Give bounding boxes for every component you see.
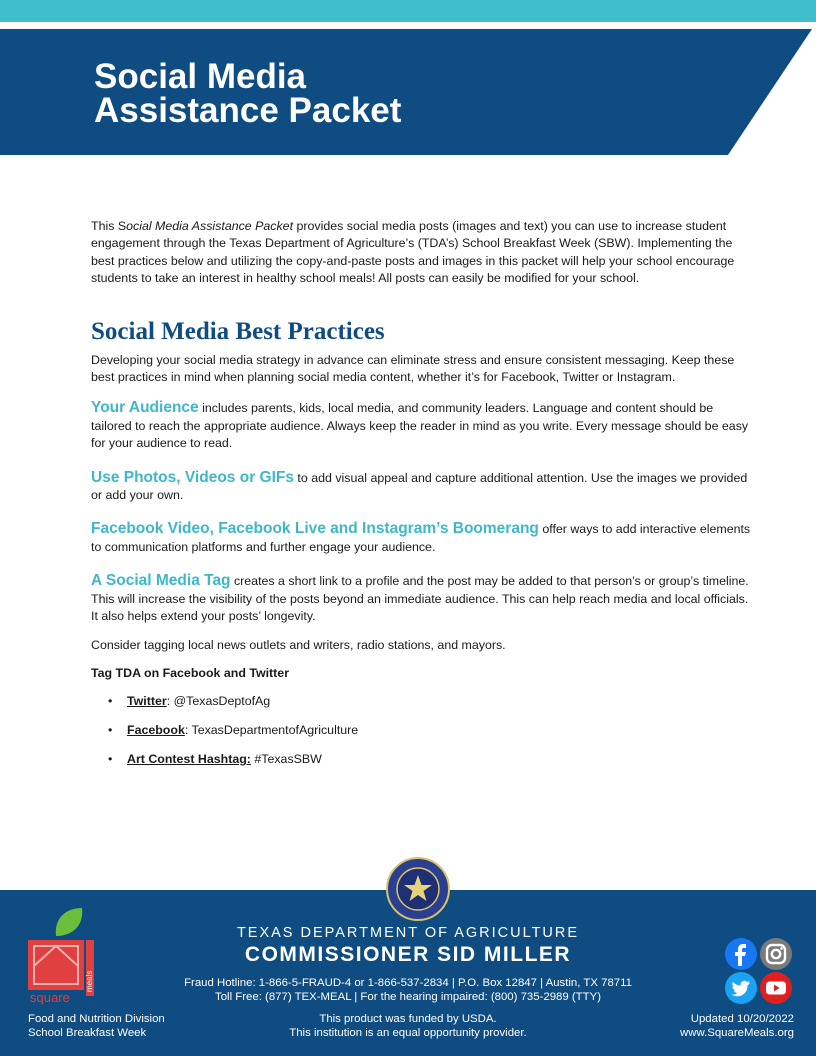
best-practices-lead: Developing your social media strategy in advance can eliminate stress and ensure consistent messaging. Keep these best practices in mind when planning social media content, whether it’s for Facebook, Twitter or Instagram. [91,352,735,385]
website-link[interactable]: www.SquareMeals.org [680,1027,794,1039]
instagram-icon[interactable] [760,938,792,970]
list-item: • Art Contest Hashtag: #TexasSBW [108,752,322,767]
update-info: Updated 10/20/2022 www.SquareMeals.org [680,1013,794,1039]
practice-photos: Use Photos, Videos or GIFs to add visual appeal and capture additional attention. Use the images we provided or add your own. [91,468,748,503]
youtube-icon[interactable] [760,972,792,1004]
practice-audience: Your Audience includes parents, kids, local media, and community leaders. Language and content should be tailored to reach the appropriate audience. Always keep the reader in mind as you write. Every message should be easy for your audience to read. [91,399,749,451]
page-title: Social Media Assistance Packet [94,57,402,130]
list-item: • Twitter: @TexasDeptofAg [108,694,271,709]
tda-seal-icon [386,857,450,921]
division-info: Food and Nutrition Division School Breakfast Week [28,1013,165,1039]
tag-heading: Tag TDA on Facebook and Twitter [91,665,290,680]
usda-notice: This product was funded by USDA. This institution is an equal opportunity provider. [289,1013,527,1039]
intro-paragraph: This Social Media Assistance Packet provides social media posts (images and text) you can use to increase student engagement through the Texas Department of Agriculture’s (TDA’s) School Breakfast Week (SBW). Implementing the best practices below and utilizing the copy-and-paste posts and images in this packet will help your school encourage students to take an interest in healthy school meals! All posts can easily be modified for your school. [91,219,735,286]
twitter-icon[interactable] [725,972,757,1004]
commissioner-name: COMMISSIONER SID MILLER [244,943,572,966]
list-item: • Facebook: TexasDepartmentofAgriculture [108,723,359,738]
svg-text:meals: meals [85,970,94,992]
square-meals-logo-icon [26,906,96,1006]
main-content [91,218,751,779]
section-heading: Social Media Best Practices [91,317,385,345]
facebook-icon[interactable] [725,938,757,970]
consider-text: Consider tagging local news outlets and writers, radio stations, and mayors. [91,637,506,652]
top-accent-stripe [0,0,816,22]
svg-text:square: square [30,990,70,1005]
practice-video: Facebook Video, Facebook Live and Instagram’s Boomerang offer ways to add interactive elements to communication platforms and further engage your audience. [91,520,751,554]
contact-info: Fraud Hotline: 1-866-5-FRAUD-4 or 1-866-537-2834 | P.O. Box 12847 | Austin, TX 78711 Toll Free: (877) TEX-MEAL | For the hearing impaired: (800) 735-2989 (TTY) [184,977,632,1003]
tag-list [91,692,751,768]
practice-tag: A Social Media Tag creates a short link to a profile and the post may be added to that person’s or group’s timeline. This will increase the visibility of the posts beyond an immediate audience. This can help reach media and local officials. It also helps extend your posts’ longevity. [91,572,749,624]
department-name: TEXAS DEPARTMENT OF AGRICULTURE [236,925,580,941]
